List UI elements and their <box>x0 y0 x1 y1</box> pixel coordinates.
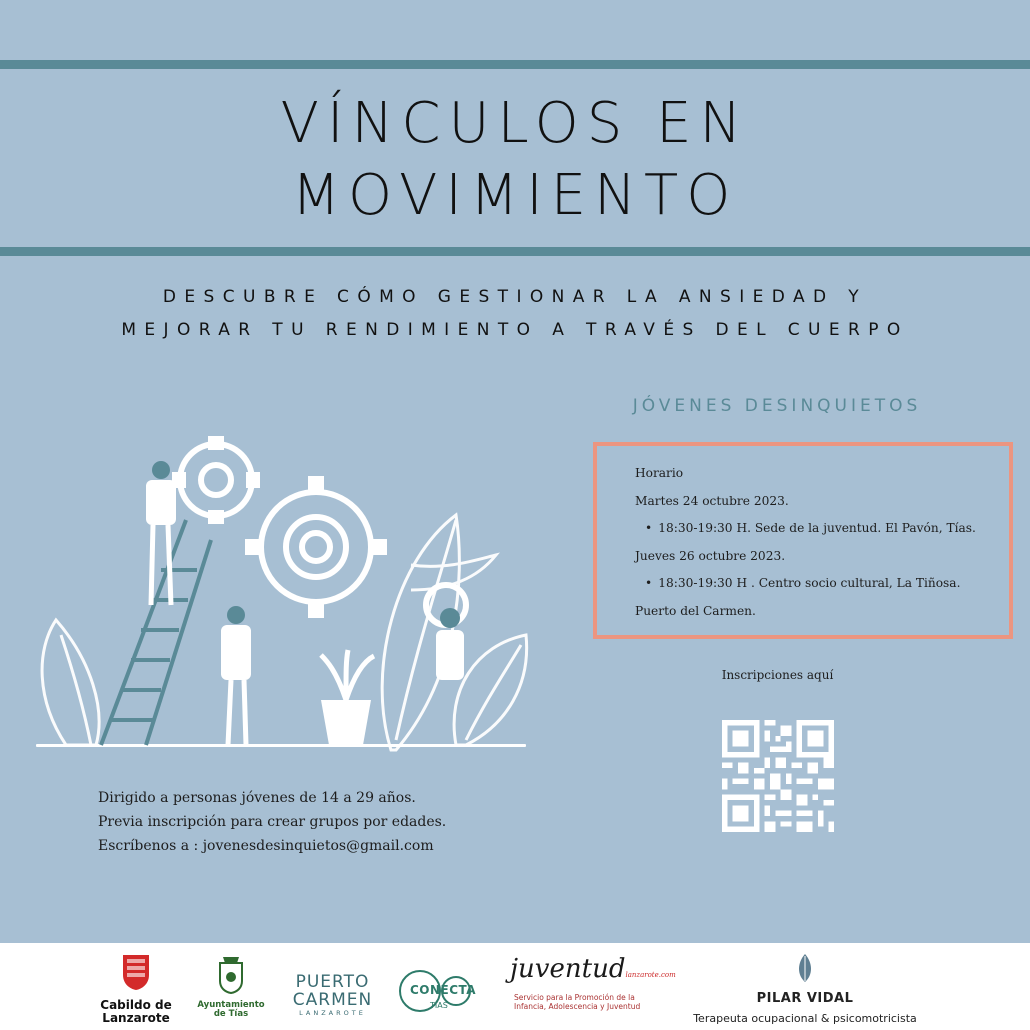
top-rule <box>0 60 1030 69</box>
juventud-tiny: lanzarote.com <box>625 971 676 979</box>
schedule-item-2 <box>635 570 1009 598</box>
schedule-box <box>593 442 1013 639</box>
subtitle-line-2: MEJORAR TU RENDIMIENTO A TRAVÉS DEL CUERPO <box>121 320 909 340</box>
info-line-3[interactable]: Escríbenos a : jovenesdesinquietos@gmail.com <box>98 838 434 854</box>
juventud-name <box>500 954 676 989</box>
info-line-1: Dirigido a personas jóvenes de 14 a 29 años. <box>98 790 416 806</box>
conecta-tias-logo <box>398 965 478 1017</box>
info-line-2: Previa inscripción para crear grupos por edades. <box>98 814 447 830</box>
subtitle-line-1: DESCUBRE CÓMO GESTIONAR LA ANSIEDAD Y <box>162 287 868 307</box>
conecta-sub: TÍAS <box>430 1001 448 1010</box>
juventud-logo <box>500 954 676 1011</box>
conecta-name: CONECTA <box>410 983 477 997</box>
qr-code-icon[interactable] <box>722 720 834 832</box>
organizer-name: JÓVENES DESINQUIETOS <box>632 396 922 416</box>
page-title <box>0 88 1030 232</box>
title-line-2: MOVIMIENTO <box>291 163 739 228</box>
ayuntamiento-logo <box>195 955 267 1019</box>
bottom-rule <box>0 247 1030 256</box>
puerto-carmen-sub: LANZAROTE <box>299 1009 366 1017</box>
puerto-carmen-name: PUERTO CARMEN <box>292 972 373 1010</box>
gears-illustration <box>36 420 536 760</box>
schedule-day-1: Martes 24 octubre 2023. <box>635 493 789 508</box>
info-block <box>98 786 446 858</box>
schedule-item-1-text: 18:30-19:30 H. Sede de la juventud. El Pavón, Tías. <box>658 521 976 535</box>
schedule-heading: Horario <box>635 466 684 480</box>
schedule-item-1 <box>635 515 1009 543</box>
schedule-day-2: Jueves 26 octubre 2023. <box>635 548 786 563</box>
pilar-vidal-leaf-icon <box>793 953 817 983</box>
pilar-vidal-logo <box>680 953 930 1025</box>
puerto-carmen-logo <box>285 973 380 1017</box>
pilar-vidal-role: Terapeuta ocupacional & psicomotricista <box>693 1012 917 1025</box>
pilar-vidal-name: PILAR VIDAL <box>756 991 854 1006</box>
title-line-1: VÍNCULOS EN <box>280 91 750 156</box>
cabildo-logo <box>92 953 180 1025</box>
juventud-word: juventud <box>510 954 626 984</box>
sponsor-footer <box>0 943 1030 1030</box>
ayuntamiento-name: Ayuntamiento de Tías <box>197 1000 265 1019</box>
cabildo-shield-icon <box>121 953 151 991</box>
registration-label: Inscripciones aquí <box>721 668 834 682</box>
schedule-item-2-text: 18:30-19:30 H . Centro socio cultural, La Tiñosa. <box>658 576 961 590</box>
juventud-desc: Servicio para la Promoción de la Infancia, Adolescencia y Juventud <box>514 993 641 1011</box>
ayuntamiento-crest-icon <box>216 955 246 995</box>
cabildo-name: Cabildo de Lanzarote <box>100 998 172 1025</box>
schedule-day-2-cont: Puerto del Carmen. <box>635 603 756 618</box>
